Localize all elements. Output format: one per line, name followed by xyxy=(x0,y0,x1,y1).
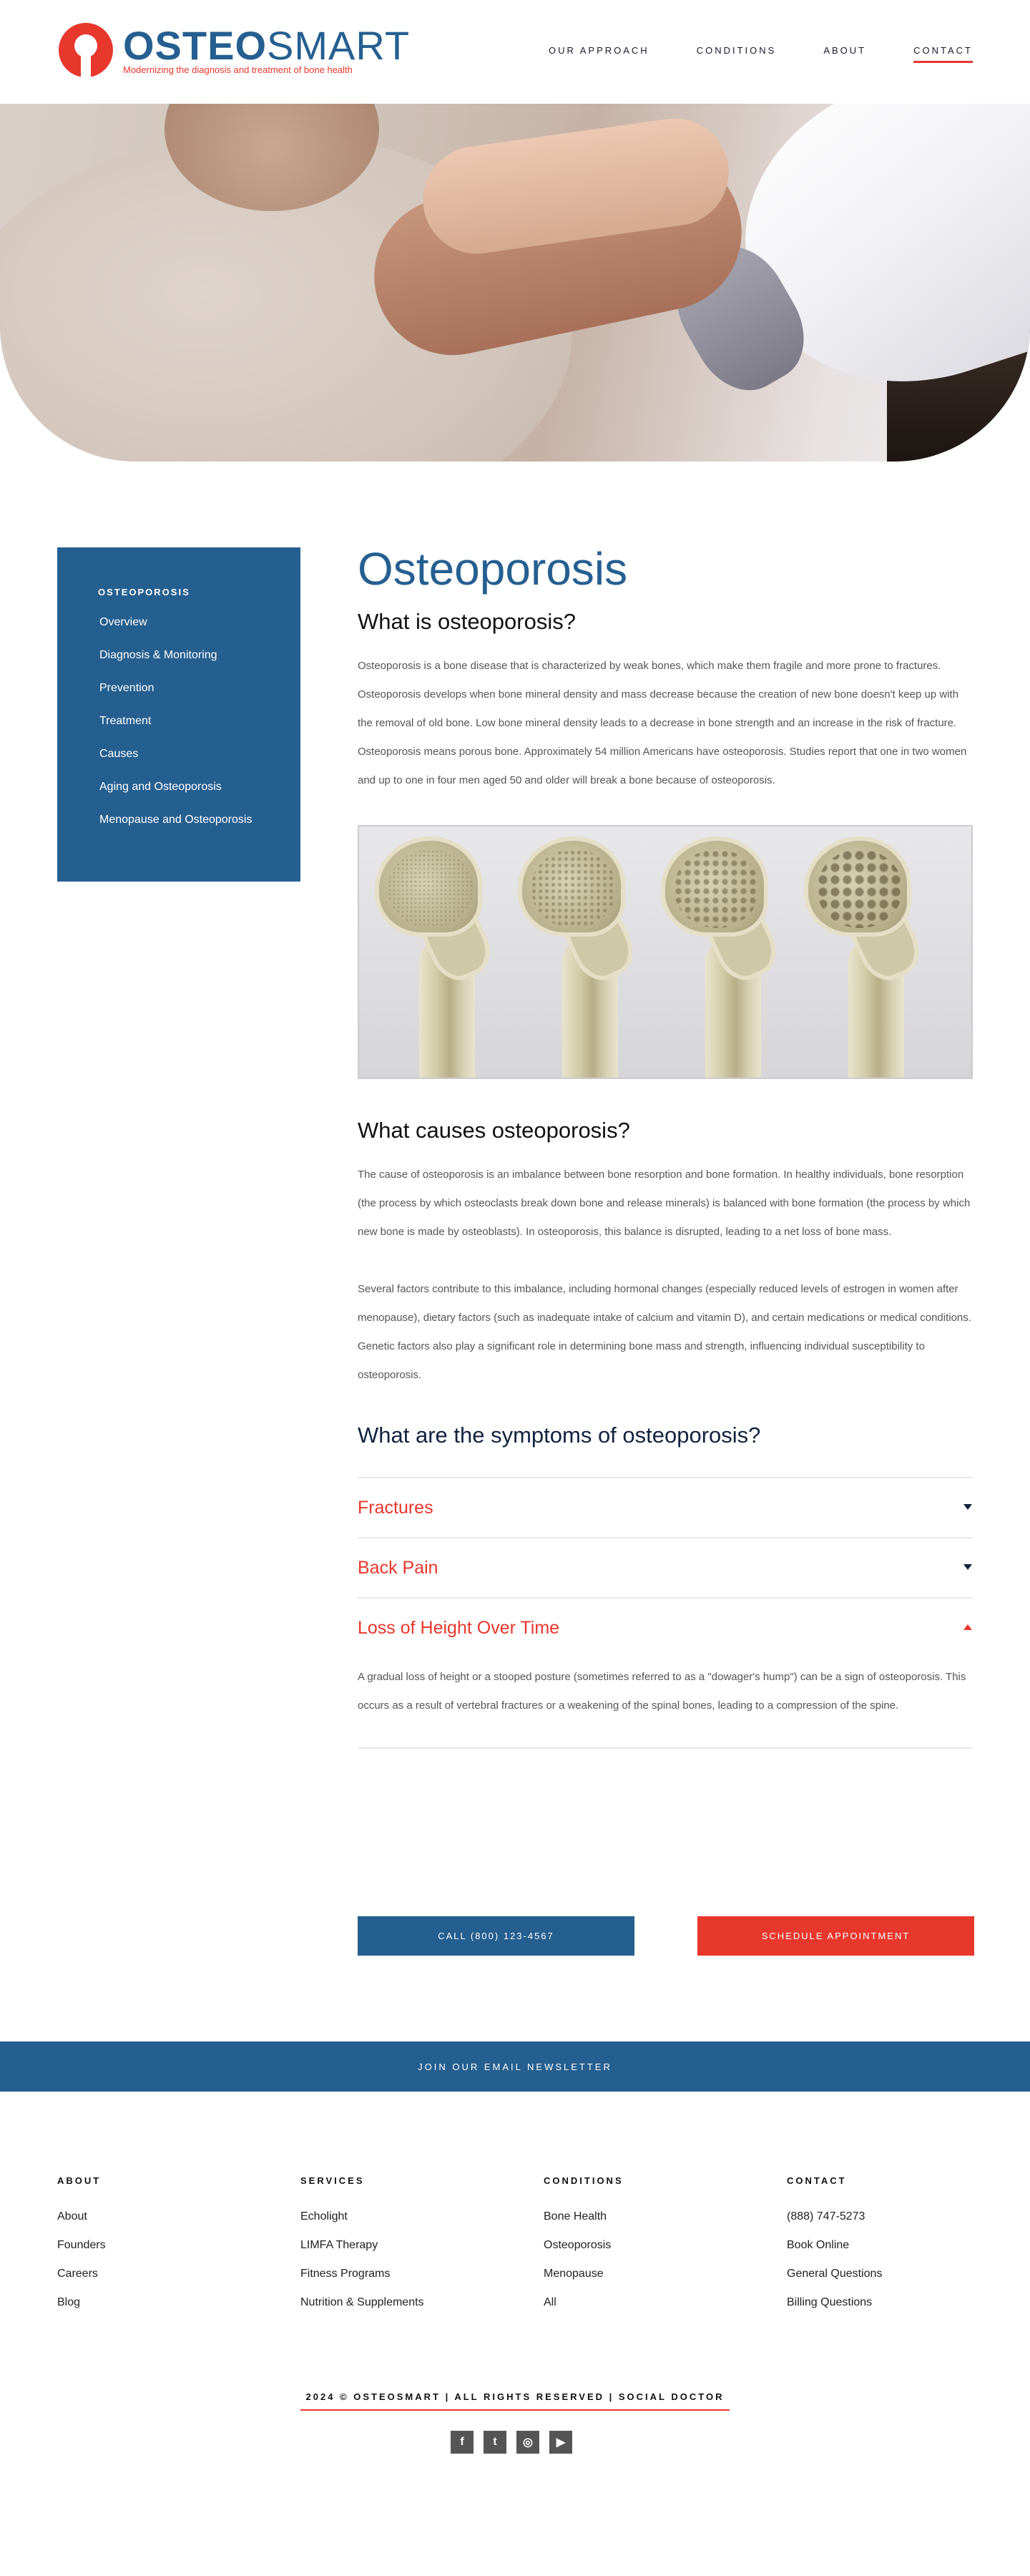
social-links xyxy=(451,2431,572,2454)
footer-link[interactable]: Echolight xyxy=(300,2210,348,2223)
footer-link[interactable]: Billing Questions xyxy=(787,2296,873,2308)
section-sidebar xyxy=(57,547,300,882)
footer-link[interactable]: Fitness Programs xyxy=(300,2268,391,2280)
footer-column-conditions xyxy=(544,2175,758,2324)
nav-contact[interactable]: CONTACT xyxy=(913,45,973,63)
footer-link[interactable]: About xyxy=(57,2210,87,2223)
instagram-icon[interactable]: ◎ xyxy=(516,2431,539,2454)
footer-link[interactable]: Nutrition & Supplements xyxy=(300,2296,424,2308)
causes-paragraph-1: The cause of osteoporosis is an imbalance between bone resorption and bone formation. In healthy individuals, bone resorption (the process by which osteoclasts break down bone and release minerals) is balanced with bone formation (the process by which new bone is made by osteoblasts). In osteoporosis, this balance is disrupted, leading to a net loss of bone mass. xyxy=(358,1169,971,1238)
logo-bold-text: OSTEO xyxy=(123,23,268,68)
nav-about[interactable]: ABOUT xyxy=(823,45,867,56)
footer-link[interactable]: Menopause xyxy=(544,2268,604,2280)
page-title: Osteoporosis xyxy=(358,543,628,595)
footer-heading: ABOUT xyxy=(57,2175,102,2186)
sidebar-item-prevention[interactable]: Prevention xyxy=(99,682,154,694)
logo-tagline: Modernizing the diagnosis and treatment of bone health xyxy=(123,64,353,75)
footer-link[interactable]: Bone Health xyxy=(544,2210,607,2223)
footer-link[interactable]: Blog xyxy=(57,2296,81,2308)
newsletter-bar xyxy=(0,2041,1030,2092)
footer-link[interactable]: LIMFA Therapy xyxy=(300,2239,378,2251)
footer-link[interactable]: Book Online xyxy=(787,2239,850,2251)
site-logo[interactable] xyxy=(57,21,429,82)
nav-conditions[interactable]: CONDITIONS xyxy=(696,45,777,56)
sidebar-item-diagnosis[interactable]: Diagnosis & Monitoring xyxy=(99,649,217,661)
sidebar-item-overview[interactable]: Overview xyxy=(99,616,147,628)
newsletter-signup-link[interactable]: JOIN OUR EMAIL NEWSLETTER xyxy=(418,2061,612,2072)
bone-mild-loss xyxy=(518,836,632,1079)
sidebar-item-aging[interactable]: Aging and Osteoporosis xyxy=(99,781,222,793)
footer-column-about xyxy=(57,2175,272,2324)
accordion-title: Fractures xyxy=(358,1497,433,1518)
footer-link[interactable]: Osteoporosis xyxy=(544,2239,612,2251)
youtube-icon[interactable]: ▶ xyxy=(549,2431,572,2454)
hero-image xyxy=(0,104,1030,462)
footer-link[interactable]: Founders xyxy=(57,2239,106,2251)
bone-healthy xyxy=(375,836,489,1079)
logo-wordmark xyxy=(123,23,410,69)
main-nav xyxy=(501,45,973,63)
logo-light-text: SMART xyxy=(267,23,411,68)
footer-link[interactable]: General Questions xyxy=(787,2268,883,2280)
symptoms-accordion xyxy=(358,1477,973,1749)
accordion-body-text: A gradual loss of height or a stooped posture (sometimes referred to as a "dowager's hump") can be a sign of osteoporosis. This occurs as a result of vertebral fractures or a weakening of the spinal bones, leading to a compression of the spine. xyxy=(358,1671,966,1712)
footer-column-contact xyxy=(787,2175,1001,2324)
footer-link[interactable]: Careers xyxy=(57,2268,98,2280)
accordion-item-back-pain xyxy=(358,1538,973,1599)
chevron-up-icon xyxy=(963,1622,973,1632)
facebook-icon[interactable]: f xyxy=(451,2431,474,2454)
call-button[interactable]: CALL (800) 123-4567 xyxy=(358,1916,634,1956)
causes-heading: What causes osteoporosis? xyxy=(358,1118,630,1143)
footer-column-services xyxy=(300,2175,515,2324)
footer-heading: CONTACT xyxy=(787,2175,847,2186)
symptoms-heading: What are the symptoms of osteoporosis? xyxy=(358,1423,761,1448)
footer-heading: CONDITIONS xyxy=(544,2175,624,2186)
accordion-title: Loss of Height Over Time xyxy=(358,1617,560,1638)
accordion-item-fractures xyxy=(358,1478,973,1538)
accordion-title: Back Pain xyxy=(358,1557,438,1578)
footer-heading: SERVICES xyxy=(300,2175,365,2186)
main-content xyxy=(358,540,973,1749)
bone-osteoporosis xyxy=(804,836,918,1079)
copyright-text: 2024 © OSTEOSMART | ALL RIGHTS RESERVED | SOCIAL DOCTOR xyxy=(300,2391,730,2411)
bone-osteopenia xyxy=(661,836,775,1079)
footer-phone-link[interactable]: (888) 747-5273 xyxy=(787,2210,865,2223)
accordion-body-height-loss xyxy=(358,1657,973,1747)
what-is-paragraph: Osteoporosis is a bone disease that is characterized by weak bones, which make them fragile and more prone to fractures. Osteoporosis develops when bone mineral density and mass decrease because the creation of new bone doesn't keep up with the removal of old bone. Low bone mineral density leads to a decrease in bone strength and an increase in the risk of fracture. Osteoporosis means porous bone. Approximately 54 million Americans have osteoporosis. Studies report that one in two women and up to one in four men aged 50 and older will break a bone because of osteoporosis. xyxy=(358,660,967,786)
sidebar-item-menopause[interactable]: Menopause and Osteoporosis xyxy=(99,814,252,826)
sidebar-item-causes[interactable]: Causes xyxy=(99,748,139,760)
sidebar-item-treatment[interactable]: Treatment xyxy=(99,715,152,727)
twitter-icon[interactable]: t xyxy=(484,2431,506,2454)
footer-link[interactable]: All xyxy=(544,2296,556,2308)
chevron-down-icon xyxy=(963,1502,973,1512)
bone-density-illustration xyxy=(358,825,973,1079)
causes-paragraph-2: Several factors contribute to this imbalance, including hormonal changes (especially reduced levels of estrogen in women after menopause), dietary factors (such as inadequate intake of calcium and vitamin D), and certain medications or medical conditions. Genetic factors also play a significant role in determining bone mass and strength, influencing individual susceptibility to osteoporosis. xyxy=(358,1283,971,1381)
chevron-down-icon xyxy=(963,1562,973,1572)
accordion-header-fractures[interactable] xyxy=(358,1478,973,1537)
accordion-item-height-loss xyxy=(358,1599,973,1749)
nav-our-approach[interactable]: OUR APPROACH xyxy=(548,45,649,56)
accordion-header-height-loss[interactable] xyxy=(358,1599,973,1657)
site-header xyxy=(0,0,1030,104)
accordion-header-back-pain[interactable] xyxy=(358,1538,973,1597)
sidebar-title: OSTEOPOROSIS xyxy=(98,587,190,597)
what-is-heading: What is osteoporosis? xyxy=(358,609,576,634)
schedule-appointment-button[interactable]: SCHEDULE APPOINTMENT xyxy=(697,1916,974,1956)
logo-icon xyxy=(57,21,114,80)
